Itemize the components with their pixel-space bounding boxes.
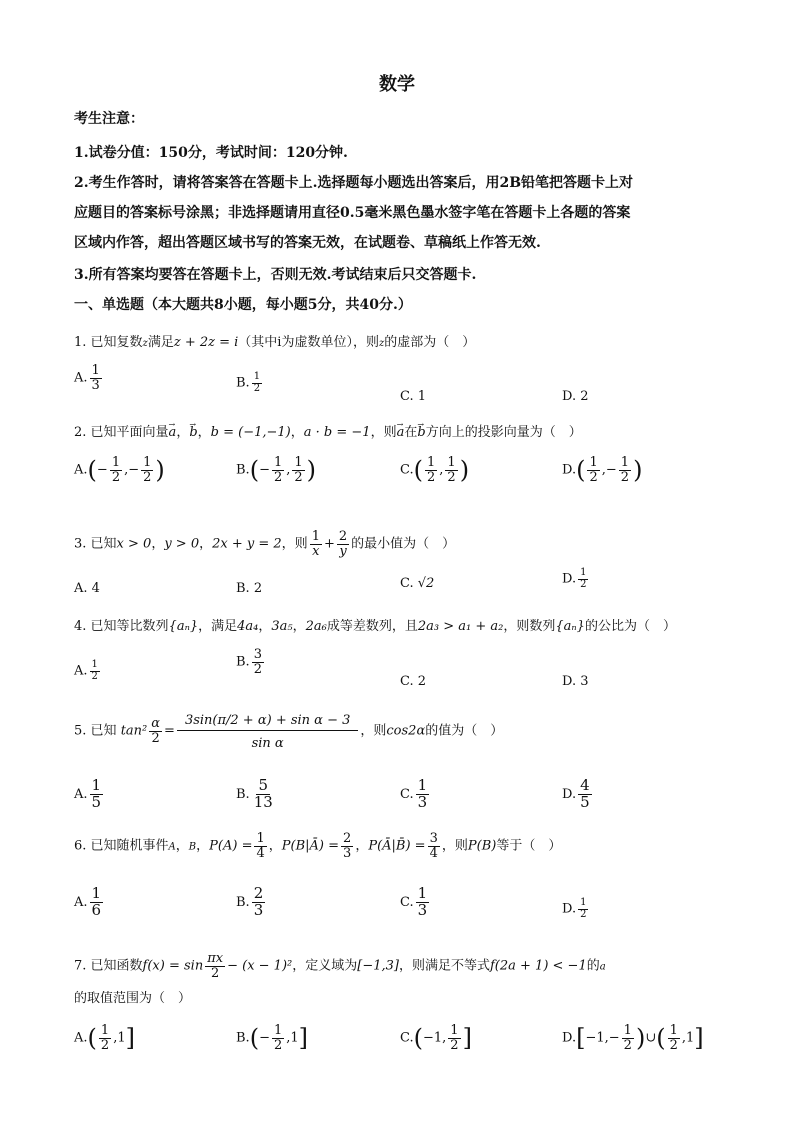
notice-item-2c: 区域内作答，超出答题区域书写的答案无效，在试题卷、草稿纸上作答无效. [74,235,541,251]
q2-option-a: A.(− $\frac{1}{2}$ ,− $\frac{1}{2}$ ) [74,455,165,485]
question-7: 7. 已知函数f(x) = sin $\frac{\pi x}{2}$ − (x − 1)²，定义域为[−1,3]，则满足不等式f(2a + 1) < −1的a [74,951,606,981]
q4-option-a: A. $\frac{1}{2}$ [74,659,98,682]
q6-option-a: A. $\frac{1}{6}$ [74,884,102,919]
q1-option-a: A. $\frac{1}{3}$ [74,363,100,393]
q1-option-b: B. $\frac{1}{2}$ [236,371,261,394]
notice-heading: 考生注意： [74,111,144,127]
q7-option-d: D.[−1,− $\frac{1}{2}$ )∪( $\frac{1}{2}$ ,1] [562,1023,704,1053]
q2-option-d: D.( $\frac{1}{2}$ ,− $\frac{1}{2}$ ) [562,455,643,485]
notice-item-1: 1.试卷分值：150分，考试时间：120分钟. [74,145,348,161]
q6-option-d: D. $\frac{1}{2}$ [562,897,587,920]
section-heading: 一、单选题（本大题共8小题，每小题5分，共40分.） [74,297,412,313]
q3-option-d: D. $\frac{1}{2}$ [562,567,587,590]
question-1: 1. 已知复数z满足z + 2z = i（其中i为虚数单位），则z的虚部为（ ） [74,335,476,350]
notice-item-3: 3.所有答案均要答在答题卡上，否则无效.考试结束后只交答题卡. [74,267,477,283]
q5-option-d: D. $\frac{4}{5}$ [562,776,590,811]
q4-option-d: D. 3 [562,674,589,689]
q7-option-a: A.( $\frac{1}{2}$ ,1] [74,1023,135,1053]
q3-option-b: B. 2 [236,581,263,596]
question-2: 2. 已知平面向量→ a，→ b，b = (−1,−1)，a · b = −1，则→ a在→ b方向上的投影向量为（ ） [74,424,582,442]
question-6: 6. 已知随机事件A，B，P(A) = $\frac{1}{4}$ ，P(B|Ā) = $\frac{2}{3}$ ，P(Ā|B̄) = $\frac{3}{4}$ ，则P(B)等于（ ） [74,831,562,861]
q7-option-c: C.(−1, $\frac{1}{2}$ ] [400,1023,472,1053]
q4-option-b: B. $\frac{3}{2}$ [236,647,262,677]
question-5: 5. 已知 tan² $\frac{\alpha}{2}$ = $\frac{\text{3sin(π/2 + α) + sin α − 3}}{\text{sin α}}$ ，则cos2α的值为（ ） [74,713,504,751]
q2-option-b: B.(− $\frac{1}{2}$ , $\frac{1}{2}$ ) [236,455,317,485]
q6-option-c: C. $\frac{1}{3}$ [400,884,428,919]
q5-option-a: A. $\frac{1}{5}$ [74,776,102,811]
q6-option-b: B. $\frac{2}{3}$ [236,884,264,919]
notice-item-2b: 应题目的答案标号涂黑；非选择题请用直径0.5毫米黑色墨水签字笔在答题卡上各题的答案 [74,205,631,221]
notice-item-2a: 2.考生作答时，请将答案答在答题卡上.选择题每小题选出答案后，用2B铅笔把答题卡上对 [74,175,634,191]
q4-option-c: C. 2 [400,674,427,689]
q5-option-c: C. $\frac{1}{3}$ [400,776,428,811]
q1-option-c: C. 1 [400,389,427,404]
q3-option-c: C. √2 [400,576,435,591]
q7-option-b: B.(− $\frac{1}{2}$ ,1] [236,1023,309,1053]
q2-option-c: C.( $\frac{1}{2}$ , $\frac{1}{2}$ ) [400,455,470,485]
question-7-line2: 的取值范围为（ ） [74,991,192,1006]
q1-option-d: D. 2 [562,389,589,404]
question-4: 4. 已知等比数列{aₙ}，满足4a₄，3a₅，2a₆成等差数列，且2a₃ > a₁ + a₂，则数列{aₙ}的公比为（ ） [74,619,676,634]
page-title: 数学 [379,74,415,95]
q3-option-a: A. 4 [74,581,100,596]
question-3: 3. 已知x > 0，y > 0，2x + y = 2，则 $\frac{1}{x}$ + $\frac{2}{y}$ 的最小值为（ ） [74,529,456,559]
q5-option-b: B. $\frac{5}{13}$ [236,776,273,811]
